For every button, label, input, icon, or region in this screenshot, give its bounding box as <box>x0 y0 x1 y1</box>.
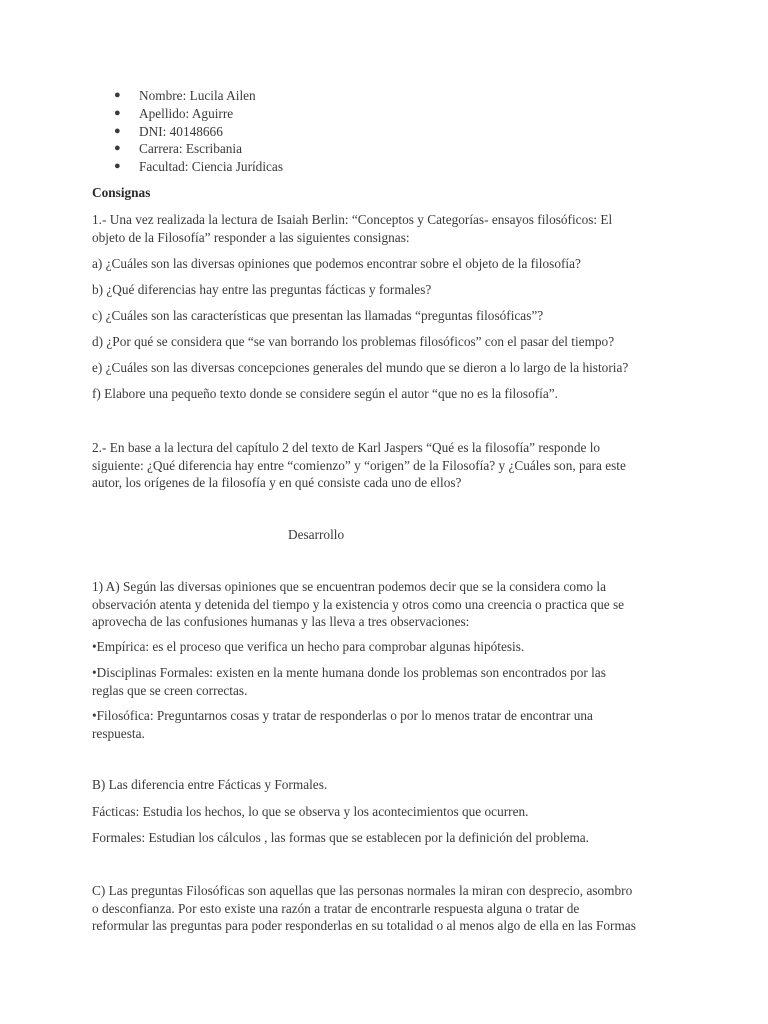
text-line: •Disciplinas Formales: existen en la mente humana donde los problemas son encontrados por las <box>92 665 606 680</box>
question-d: d) ¿Por qué se considera que “se van borrando los problemas filosóficos” con el pasar del tiempo? <box>92 334 615 349</box>
list-item <box>114 140 283 158</box>
bullet-icon: ● <box>114 89 121 101</box>
info-faculty: Facultad: Ciencia Jurídicas <box>139 159 284 175</box>
bullet-icon: ● <box>114 106 121 119</box>
info-career: Carrera: Escribania <box>139 141 242 157</box>
answer-1a-intro <box>92 578 692 631</box>
question-b: b) ¿Qué diferencias hay entre las preguntas fácticas y formales? <box>92 282 432 297</box>
text-line: reglas que se creen correctas. <box>92 682 248 698</box>
list-item <box>114 87 283 105</box>
answer-b-facticas: Fácticas: Estudia los hechos, lo que se observa y los acontecimientos que ocurren. <box>92 804 529 819</box>
text-line: observación atenta y detenida del tiempo y la existencia y otros como una creencia o practica que se <box>92 596 625 612</box>
answer-c <box>92 882 692 935</box>
text-line: C) Las preguntas Filosóficas son aquellas que las personas normales la miran con desprecio, asombro <box>92 883 633 898</box>
text-line: siguiente: ¿Qué diferencia hay entre “comienzo” y “origen” de la Filosofía? y ¿Cuáles son, para este <box>92 457 626 473</box>
question-a: a) ¿Cuáles son las diversas opiniones que podemos encontrar sobre el objeto de la filosofía? <box>92 256 581 271</box>
answer-filosofica <box>92 707 692 742</box>
info-name: Nombre: Lucila Ailen <box>139 88 256 103</box>
bullet-icon: ● <box>114 142 121 155</box>
consignas-heading: Consignas <box>92 185 151 200</box>
info-dni: DNI: 40148666 <box>139 123 223 139</box>
list-item <box>114 123 283 141</box>
text-line: o desconfianza. Por esto existe una razón a tratar de encontrarle respuesta alguna o tratar de <box>92 900 580 916</box>
answer-b-formales: Formales: Estudian los cálculos , las formas que se establecen por la definición del problema. <box>92 830 590 845</box>
text-line: 2.- En base a la lectura del capítulo 2 del texto de Karl Jaspers “Qué es la filosofía” responde lo <box>92 440 601 455</box>
answer-empirica: •Empírica: es el proceso que verifica un hecho para comprobar algunas hipótesis. <box>92 639 525 654</box>
consigna-1-intro <box>92 211 692 246</box>
list-item <box>114 158 283 176</box>
personal-info-list <box>114 87 283 176</box>
answer-b-title: B) Las diferencia entre Fácticas y Formales. <box>92 777 328 792</box>
info-surname: Apellido: Aguirre <box>139 105 234 121</box>
question-f: f) Elabore una pequeño texto donde se considere según el autor “que no es la filosofía”. <box>92 386 558 401</box>
desarrollo-title: Desarrollo <box>288 527 345 542</box>
text-line: 1) A) Según las diversas opiniones que se encuentran podemos decir que se la considera como la <box>92 579 606 594</box>
text-line: respuesta. <box>92 725 145 741</box>
text-line: •Filosófica: Preguntarnos cosas y tratar de responderlas o por lo menos tratar de encontrar una <box>92 708 593 723</box>
text-line: objeto de la Filosofía” responder a las siguientes consignas: <box>92 229 410 245</box>
consigna-2 <box>92 439 692 492</box>
bullet-icon: ● <box>114 124 121 137</box>
text-line: 1.- Una vez realizada la lectura de Isaiah Berlin: “Conceptos y Categorías- ensayos filosóficos: El <box>92 212 613 227</box>
bullet-icon: ● <box>114 160 121 173</box>
question-e: e) ¿Cuáles son las diversas concepciones generales del mundo que se dieron a lo largo de la historia? <box>92 360 629 375</box>
question-c: c) ¿Cuáles son las características que presentan las llamadas “preguntas filosóficas”? <box>92 308 544 323</box>
text-line: autor, los orígenes de la filosofía y en qué consiste cada uno de ellos? <box>92 475 462 490</box>
answer-formales <box>92 664 692 699</box>
list-item <box>114 105 283 123</box>
text-line: aprovecha de las confusiones humanas y las lleva a tres observaciones: <box>92 614 470 629</box>
text-line: reformular las preguntas para poder responderlas en su totalidad o al menos algo de ella en las Formas <box>92 918 636 933</box>
